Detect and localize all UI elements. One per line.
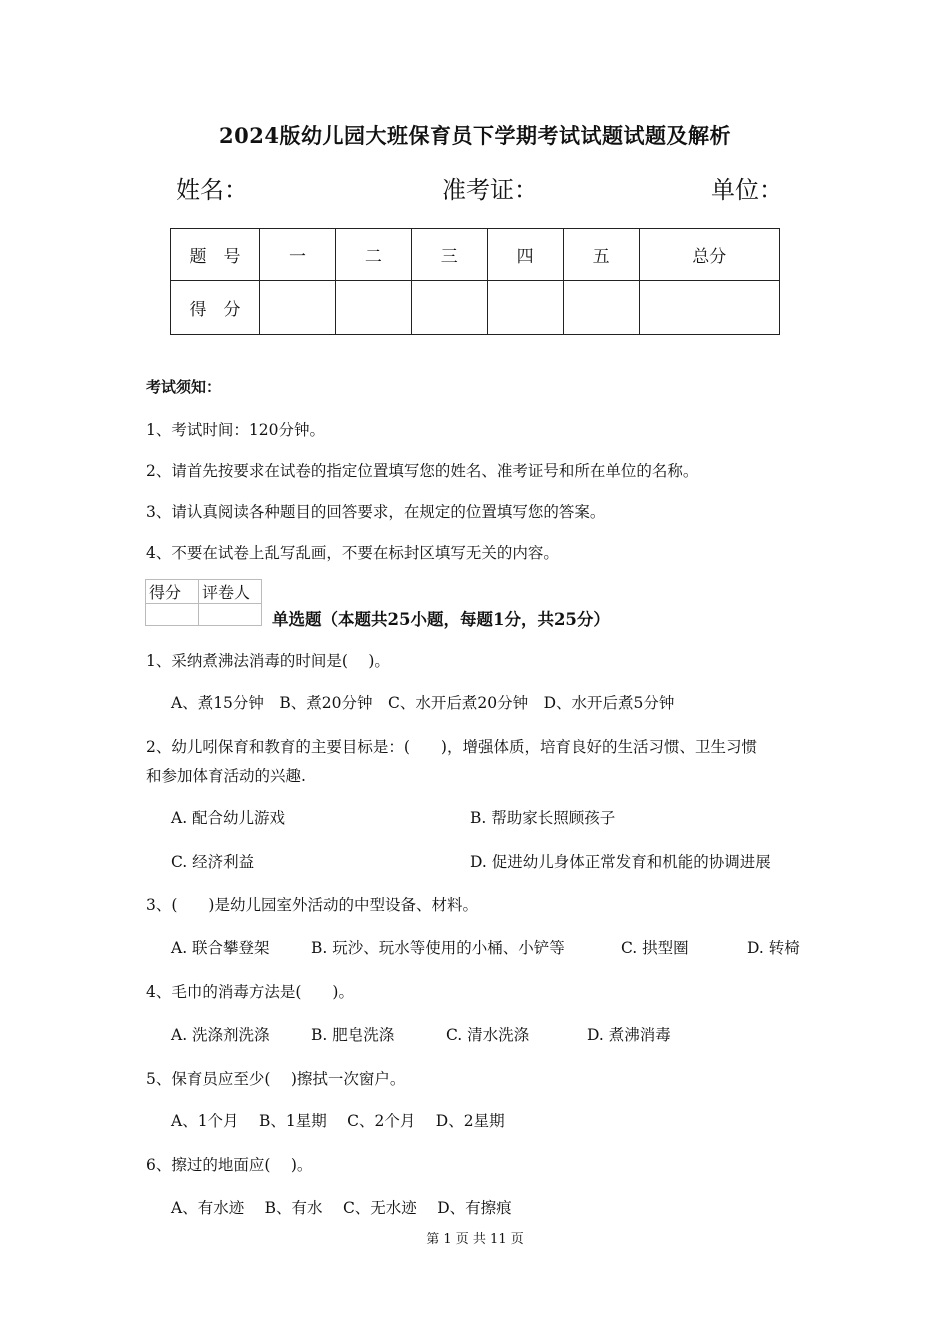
notice-heading: 考试须知： — [146, 378, 222, 396]
option-c: C. 清水洗涤 — [446, 1026, 530, 1044]
section-title: 单选题（本题共25小题，每题1分，共25分） — [272, 610, 610, 629]
option-b: B. 玩沙、玩水等使用的小桶、小铲等 — [311, 939, 565, 957]
score-cell[interactable] — [260, 281, 336, 335]
score-header-cell: 四 — [487, 229, 563, 281]
question-stem-continued: 和参加体育活动的兴趣. — [146, 767, 306, 785]
exam-id-label: 准考证： — [442, 176, 538, 204]
question-options: A、有水迹 B、有水 C、无水迹 D、有擦痕 — [171, 1199, 512, 1217]
score-table-header-row — [171, 229, 780, 281]
notice-item: 1、考试时间：120分钟。 — [146, 421, 325, 439]
question-stem: 4、毛巾的消毒方法是( )。 — [146, 983, 354, 1001]
score-header-cell: 一 — [260, 229, 336, 281]
page-footer: 第 1 页 共 11 页 — [426, 1232, 524, 1247]
name-label: 姓名： — [176, 176, 248, 204]
grader-score-cell[interactable] — [146, 604, 199, 626]
grader-reviewer-cell[interactable] — [199, 604, 262, 626]
option-c: C. 经济利益 — [171, 853, 255, 871]
score-cell[interactable] — [411, 281, 487, 335]
notice-item: 2、请首先按要求在试卷的指定位置填写您的姓名、准考证号和所在单位的名称。 — [146, 462, 699, 480]
score-header-cell: 二 — [335, 229, 411, 281]
grader-score-label: 得分 — [146, 580, 199, 604]
score-header-cell: 总分 — [639, 229, 779, 281]
score-header-cell: 题 号 — [171, 229, 260, 281]
score-table — [170, 228, 780, 335]
option-b: B. 肥皂洗涤 — [311, 1026, 395, 1044]
question-stem: 2、幼儿吲保育和教育的主要目标是：( )，增强体质，培育良好的生活习惯、卫生习惯 — [146, 738, 757, 756]
grader-box — [145, 579, 262, 626]
question-stem: 3、( )是幼儿园室外活动的中型设备、材料。 — [146, 896, 478, 914]
score-row-label: 得 分 — [171, 281, 260, 335]
option-c: C. 拱型圈 — [621, 939, 689, 957]
option-d: D. 煮沸消毒 — [587, 1026, 671, 1044]
score-header-cell: 五 — [563, 229, 639, 281]
score-cell[interactable] — [639, 281, 779, 335]
option-d: D. 转椅 — [747, 939, 800, 957]
score-cell[interactable] — [487, 281, 563, 335]
score-cell[interactable] — [335, 281, 411, 335]
grader-reviewer-label: 评卷人 — [199, 580, 262, 604]
score-table-score-row — [171, 281, 780, 335]
option-b: B. 帮助家长照顾孩子 — [470, 809, 616, 827]
option-d: D. 促进幼儿身体正常发育和机能的协调进展 — [470, 853, 771, 871]
score-cell[interactable] — [563, 281, 639, 335]
question-stem: 5、保育员应至少( )擦拭一次窗户。 — [146, 1070, 406, 1088]
option-a: A. 配合幼儿游戏 — [171, 809, 286, 827]
question-stem: 1、采纳煮沸法消毒的时间是( )。 — [146, 652, 390, 670]
score-header-cell: 三 — [411, 229, 487, 281]
option-a: A. 洗涤剂洗涤 — [171, 1026, 270, 1044]
question-options: A、1个月 B、1星期 C、2个月 D、2星期 — [171, 1112, 505, 1130]
question-options: A、煮15分钟 B、煮20分钟 C、水开后煮20分钟 D、水开后煮5分钟 — [171, 694, 675, 712]
notice-item: 4、不要在试卷上乱写乱画，不要在标封区填写无关的内容。 — [146, 544, 559, 562]
option-a: A. 联合攀登架 — [171, 939, 270, 957]
question-stem: 6、擦过的地面应( )。 — [146, 1156, 313, 1174]
page-title: 2024版幼儿园大班保育员下学期考试试题试题及解析 — [219, 123, 731, 148]
unit-label: 单位： — [711, 176, 783, 204]
notice-item: 3、请认真阅读各种题目的回答要求，在规定的位置填写您的答案。 — [146, 503, 606, 521]
